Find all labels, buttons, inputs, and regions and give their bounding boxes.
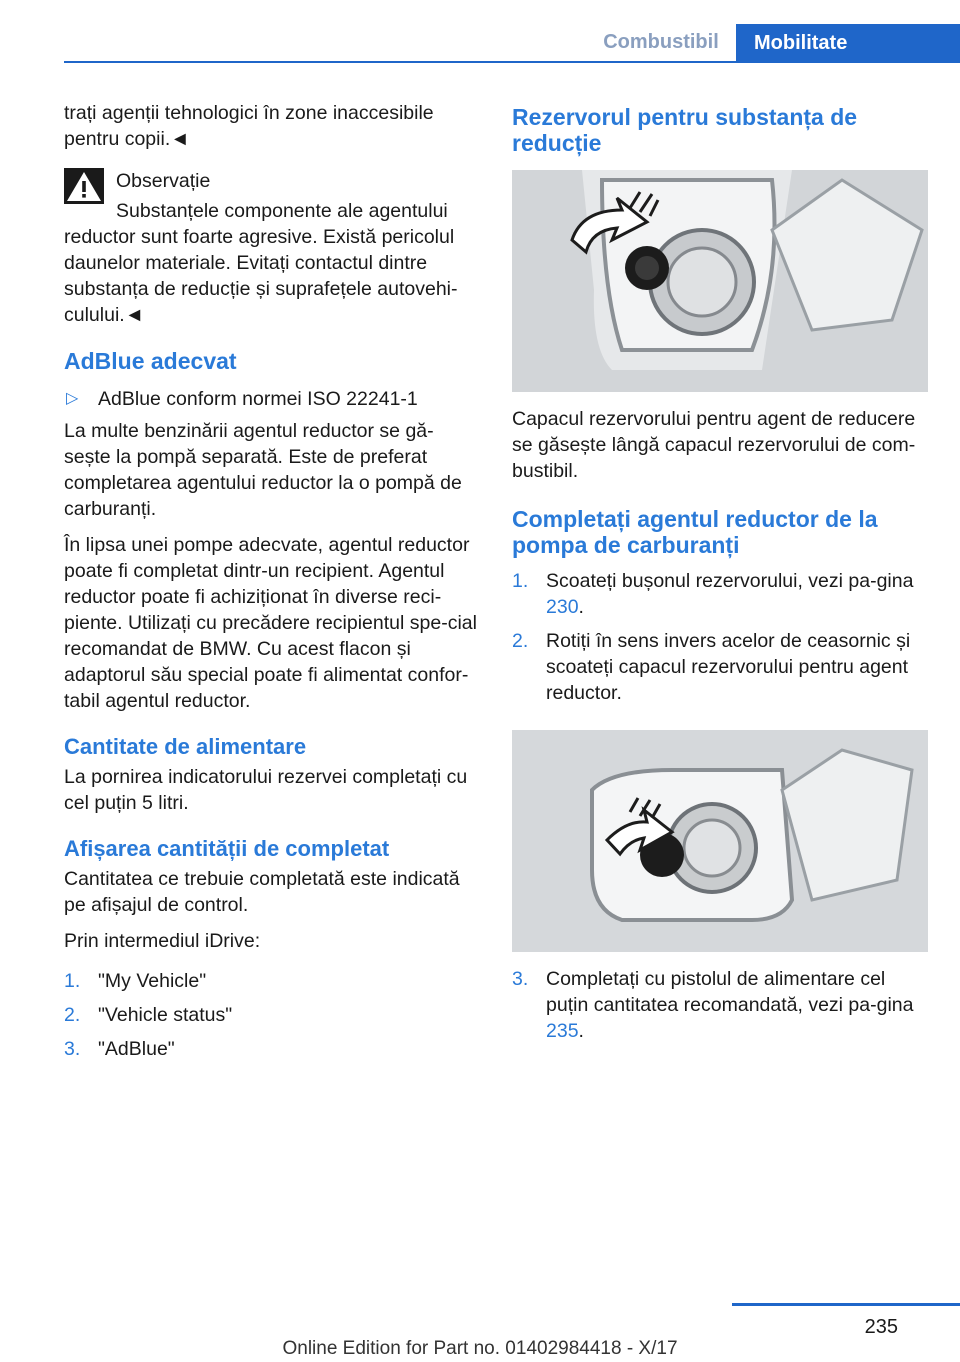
intro-text: trați agenții tehnologici în zone inaccesibile pentru copii.◄ [64,102,434,150]
step-number: 2. [512,630,529,652]
section-title-completati: Completați agentul reductor de la pompa de carburanți [512,506,878,558]
list-item [64,1002,480,1028]
step-number: 1. [512,570,529,592]
step-text: Rotiți în sens invers acelor de ceasornic și scoateți capacul rezervorului pentru agent reductor. [546,630,911,704]
step-text: Scoateți bușonul rezervorului, vezi pa-gina [546,570,914,592]
tab-combustibil[interactable]: Combustibil [603,31,719,53]
right-column [512,104,928,1052]
section-title-afisare: Afișarea cantității de completat [64,836,390,861]
paragraph: Cantitatea ce trebuie completată este indicată pe afișajul de control. [64,868,460,916]
list-item [512,628,928,706]
step-end: . [578,596,584,618]
fill-steps [512,568,928,706]
list-item [512,966,928,1044]
caption: Capacul rezervorului pentru agent de reducere se găsește lângă capacul rezervorului de com-bustibil. [512,408,916,482]
section-title-rezervor: Rezervorul pentru substanța de reducție [512,104,858,156]
photo-adblue-cap [512,170,928,392]
section-title-adblue: AdBlue adecvat [64,348,237,374]
paragraph: În lipsa unei pompe adecvate, agentul reductor poate fi completat dintr-un recipient. Agentul reductor poate fi achiziționat în diverse reci-piente. Utilizați cu precădere recipientul spe-cial recomandat de BMW. Cu acest flacon și adaptorul său special poate fi alimentat confor-tabil agentul reductor. [64,534,477,712]
step-text: "AdBlue" [98,1038,175,1060]
warning-line1: Substanțele componente ale agentului [116,200,448,222]
list-item [64,1036,480,1062]
bullet-item [64,386,480,412]
bullet-text: AdBlue conform normei ISO 22241-1 [98,388,418,410]
paragraph: La pornirea indicatorului rezervei completați cu cel puțin 5 litri. [64,766,468,814]
header-rule [64,61,960,63]
page-number-rule [732,1303,960,1306]
step-end: . [578,1020,584,1042]
step-number: 3. [512,968,529,990]
step-number: 1. [64,970,81,992]
paragraph: La multe benzinării agentul reductor se gă-sește la pompă separată. Este de preferat completarea agentului reductor la o pompă de carburanți. [64,420,462,520]
fill-steps-cont [512,966,928,1044]
triangle-bullet-icon: ▷ [66,390,79,407]
paragraph: Prin intermediul iDrive: [64,930,261,952]
page-number: 235 [864,1316,898,1338]
tab-mobilitate[interactable] [736,24,960,63]
step-text: "My Vehicle" [98,970,207,992]
step-number: 2. [64,1004,81,1026]
footer-text: Online Edition for Part no. 01402984418 - X/17 [282,1338,678,1359]
list-item [512,568,928,620]
step-number: 3. [64,1038,81,1060]
tab-mobilitate-label: Mobilitate [754,32,848,54]
photo-illustration-2 [512,730,928,952]
step-text: "Vehicle status" [98,1004,233,1026]
step-text: Completați cu pistolul de alimentare cel puțin cantitatea recomandată, vezi pa-gina [546,968,914,1016]
page-link[interactable]: 235 [546,1020,579,1042]
warning-text: reductor sunt foarte agresive. Există pericolul daunelor materiale. Evitați contactul dintre substanța de reducție și suprafețele autovehi-culului.◄ [64,226,458,326]
idrive-steps [64,968,480,1062]
section-title-cantitate: Cantitate de alimentare [64,734,307,759]
photo-illustration-1 [512,170,928,392]
left-column [64,100,480,1070]
warning-box [64,168,480,328]
warning-triangle-icon [64,168,104,204]
list-item [64,968,480,994]
warning-title: Observație [116,170,211,192]
photo-adblue-open [512,730,928,952]
page-link[interactable]: 230 [546,596,579,618]
